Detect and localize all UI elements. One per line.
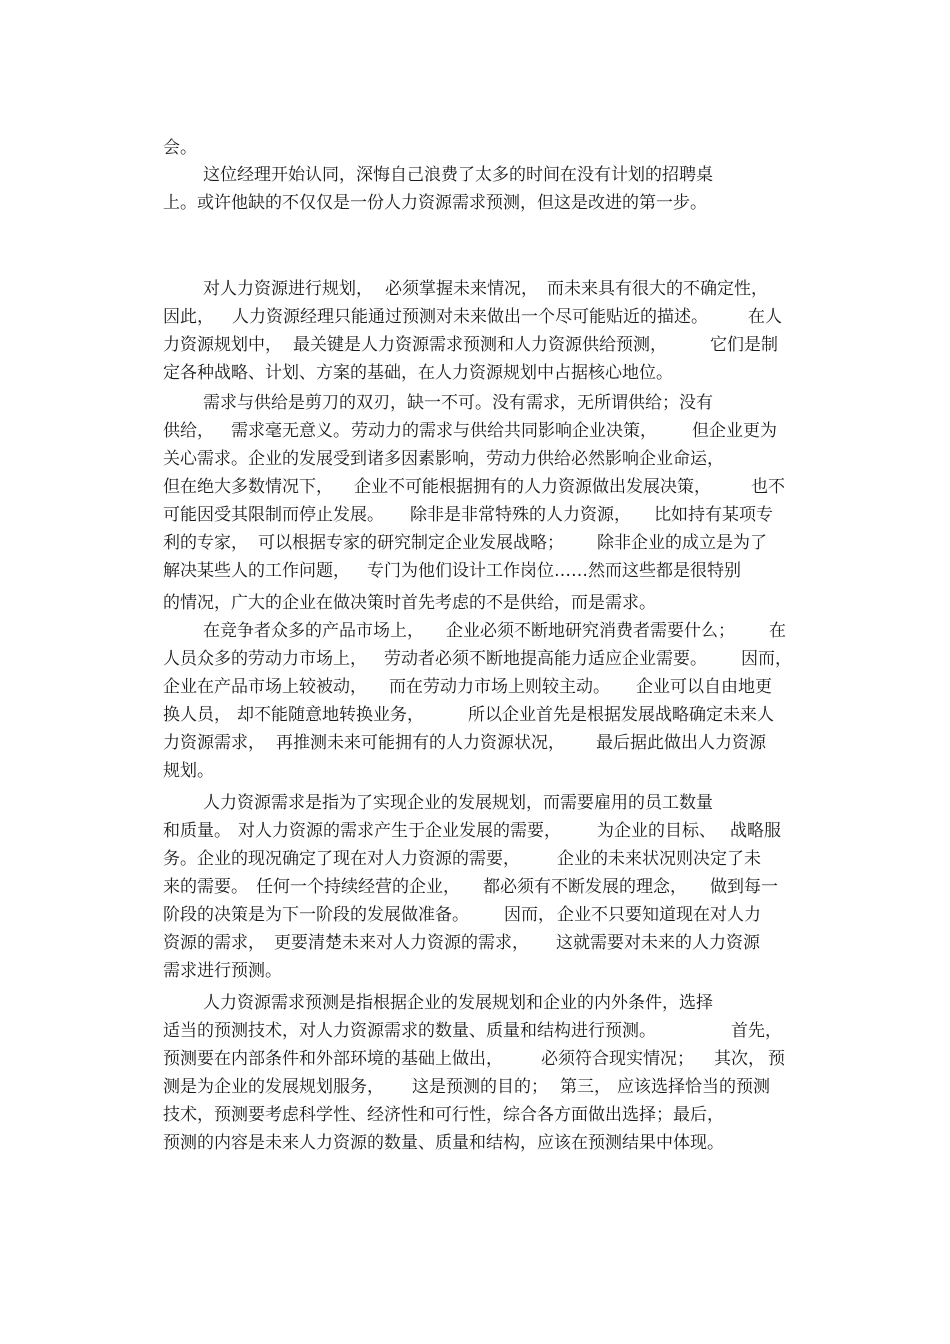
text-line — [0, 873, 950, 901]
text-segment: 这是预测的目的； — [412, 1077, 548, 1097]
text-line — [0, 389, 950, 417]
text-segment: 企业不只要知道现在对人力 — [557, 905, 761, 925]
text-line — [0, 501, 950, 529]
text-segment: 预测的内容是未来人力资源的数量、质量和结构，应该在预测结果中体现。 — [163, 1133, 724, 1153]
text-segment: 在竞争者众多的产品市场上， — [203, 621, 424, 641]
text-segment: 预 — [768, 1049, 785, 1069]
text-line — [0, 617, 950, 645]
text-segment: 必须掌握未来情况， — [385, 279, 538, 299]
text-segment: 最关键是人力资源需求预测和人力资源供给预测， — [293, 335, 667, 355]
text-segment: 务。企业的现况确定了现在对人力资源的需要， — [163, 849, 520, 869]
text-segment: 适当的预测技术，对人力资源需求的数量、质量和结构进行预测。 — [163, 1021, 656, 1041]
text-line — [0, 275, 950, 303]
text-line — [0, 673, 950, 701]
text-segment: 力资源需求， — [163, 733, 265, 753]
text-segment: 但在绝大多数情况下， — [163, 477, 333, 497]
text-segment: 关心需求。企业的发展受到诸多因素影响，劳动力供给必然影响企业命运， — [163, 449, 724, 469]
text-segment: 规划。 — [163, 761, 214, 781]
text-line — [0, 757, 950, 785]
text-segment: 人力资源经理只能通过预测对未来做出一个尽可能贴近的描述。 — [232, 307, 708, 327]
text-segment: 第三， — [560, 1077, 611, 1097]
text-line — [0, 789, 950, 817]
text-segment: 在 — [769, 621, 786, 641]
text-segment: 应该选择恰当的预测 — [617, 1077, 770, 1097]
text-segment: 任何一个持续经营的企业， — [256, 877, 460, 897]
text-segment: 其次， — [714, 1049, 765, 1069]
text-segment: 为企业的目标、 — [597, 821, 716, 841]
text-segment: 会。 — [163, 138, 197, 158]
text-segment: 而在劳动力市场上则较主动。 — [389, 677, 610, 697]
text-segment: 所以企业首先是根据发展战略确定未来人 — [468, 705, 774, 725]
text-segment: 和质量。 — [163, 821, 231, 841]
text-segment: 而未来具有很大的不确定性， — [547, 279, 768, 299]
text-segment: 企业不可能根据拥有的人力资源做出发展决策， — [354, 477, 711, 497]
text-segment: 可以根据专家的研究制定企业发展战略； — [258, 533, 564, 553]
text-segment: 上。或许他缺的不仅仅是一份人力资源需求预测，但这是改进的第一步。 — [163, 193, 707, 213]
text-segment: 因而， — [741, 649, 792, 669]
text-line — [0, 417, 950, 445]
text-segment: 除非企业的成立是为了 — [597, 533, 767, 553]
text-segment: 它们是制 — [710, 335, 778, 355]
text-segment: 都必须有不断发展的理念， — [483, 877, 687, 897]
text-segment: 也不 — [751, 477, 785, 497]
text-segment: 供给， — [163, 421, 214, 441]
text-segment: 预测要在内部条件和外部环境的基础上做出， — [163, 1049, 503, 1069]
text-segment: 人员众多的劳动力市场上， — [163, 649, 367, 669]
text-segment: 企业必须不断地研究消费者需要什么； — [446, 621, 735, 641]
text-segment: 企业可以自由地更 — [636, 677, 772, 697]
text-line — [0, 645, 950, 673]
text-segment: 因而， — [504, 905, 555, 925]
text-line — [0, 529, 950, 557]
text-line — [0, 1101, 950, 1129]
text-line — [0, 161, 950, 189]
text-line — [0, 729, 950, 757]
text-line — [0, 845, 950, 873]
text-line — [0, 1045, 950, 1073]
text-line — [0, 989, 950, 1017]
text-segment: 人力资源需求是指为了实现企业的发展规划，而需要雇用的员工数量 — [203, 793, 713, 813]
text-line — [0, 189, 950, 217]
text-segment: 企业的未来状况则决定了未 — [557, 849, 761, 869]
text-segment: 换人员， — [163, 705, 231, 725]
text-segment: 专门为他们设计工作岗位……然而这些都是很特别 — [367, 561, 741, 581]
text-line — [0, 331, 950, 359]
text-segment: 战略服 — [730, 821, 781, 841]
text-segment: 阶段的决策是为下一阶段的发展做准备。 — [163, 905, 469, 925]
text-segment: 对人力资源的需求产生于企业发展的需要， — [238, 821, 561, 841]
text-segment: 需求与供给是剪刀的双刃，缺一不可。没有需求，无所谓供给；没有 — [203, 393, 713, 413]
text-segment: 做到每一 — [710, 877, 778, 897]
text-segment: 这位经理开始认同，深悔自己浪费了太多的时间在没有计划的招聘桌 — [203, 165, 713, 185]
text-segment: 技术，预测要考虑科学性、经济性和可行性，综合各方面做出选择；最后， — [163, 1105, 724, 1125]
text-segment: 这就需要对未来的人力资源 — [556, 933, 760, 953]
text-line — [0, 445, 950, 473]
text-line — [0, 359, 950, 387]
text-line — [0, 557, 950, 585]
text-line — [0, 473, 950, 501]
text-segment: 但企业更为 — [692, 421, 777, 441]
text-line — [0, 929, 950, 957]
text-segment: 必须符合现实情况； — [541, 1049, 694, 1069]
text-line — [0, 957, 950, 985]
text-segment: 更要清楚未来对人力资源的需求， — [274, 933, 529, 953]
text-line — [0, 817, 950, 845]
text-segment: 资源的需求， — [163, 933, 265, 953]
text-line — [0, 901, 950, 929]
text-segment: 来的需要。 — [163, 877, 248, 897]
text-segment: 却不能随意地转换业务， — [237, 705, 424, 725]
text-segment: 测是为企业的发展规划服务， — [163, 1077, 384, 1097]
text-segment: 除非是非常特殊的人力资源， — [410, 505, 631, 525]
text-segment: 需求进行预测。 — [163, 961, 282, 981]
text-segment: 最后据此做出人力资源 — [596, 733, 766, 753]
text-segment: 的情况，广大的企业在做决策时首先考虑的不是供给，而是需求。 — [163, 593, 656, 613]
text-segment: 定各种战略、计划、方案的基础，在人力资源规划中占据核心地位。 — [163, 363, 673, 383]
text-segment: 解决某些人的工作问题， — [163, 561, 350, 581]
text-line — [0, 303, 950, 331]
text-segment: 比如持有某项专 — [654, 505, 773, 525]
text-segment: 劳动者必须不断地提高能力适应企业需要。 — [384, 649, 707, 669]
text-segment: 人力资源需求预测是指根据企业的发展规划和企业的内外条件，选择 — [203, 993, 713, 1013]
text-segment: 力资源规划中， — [163, 335, 282, 355]
text-line — [0, 1129, 950, 1157]
text-segment: 在人 — [748, 307, 782, 327]
text-segment: 可能因受其限制而停止发展。 — [163, 505, 384, 525]
text-segment: 对人力资源进行规划， — [203, 279, 373, 299]
text-line — [0, 1073, 950, 1101]
text-segment: 再推测未来可能拥有的人力资源状况， — [276, 733, 565, 753]
text-segment: 企业在产品市场上较被动， — [163, 677, 367, 697]
text-line — [0, 1017, 950, 1045]
text-segment: 利的专家， — [163, 533, 248, 553]
text-line — [0, 589, 950, 617]
text-line — [0, 134, 950, 162]
text-line — [0, 701, 950, 729]
text-segment: 劳动力的需求与供给共同影响企业决策， — [351, 421, 657, 441]
text-segment: 需求毫无意义。 — [231, 421, 350, 441]
text-segment: 首先， — [731, 1021, 782, 1041]
text-segment: 因此， — [163, 307, 214, 327]
